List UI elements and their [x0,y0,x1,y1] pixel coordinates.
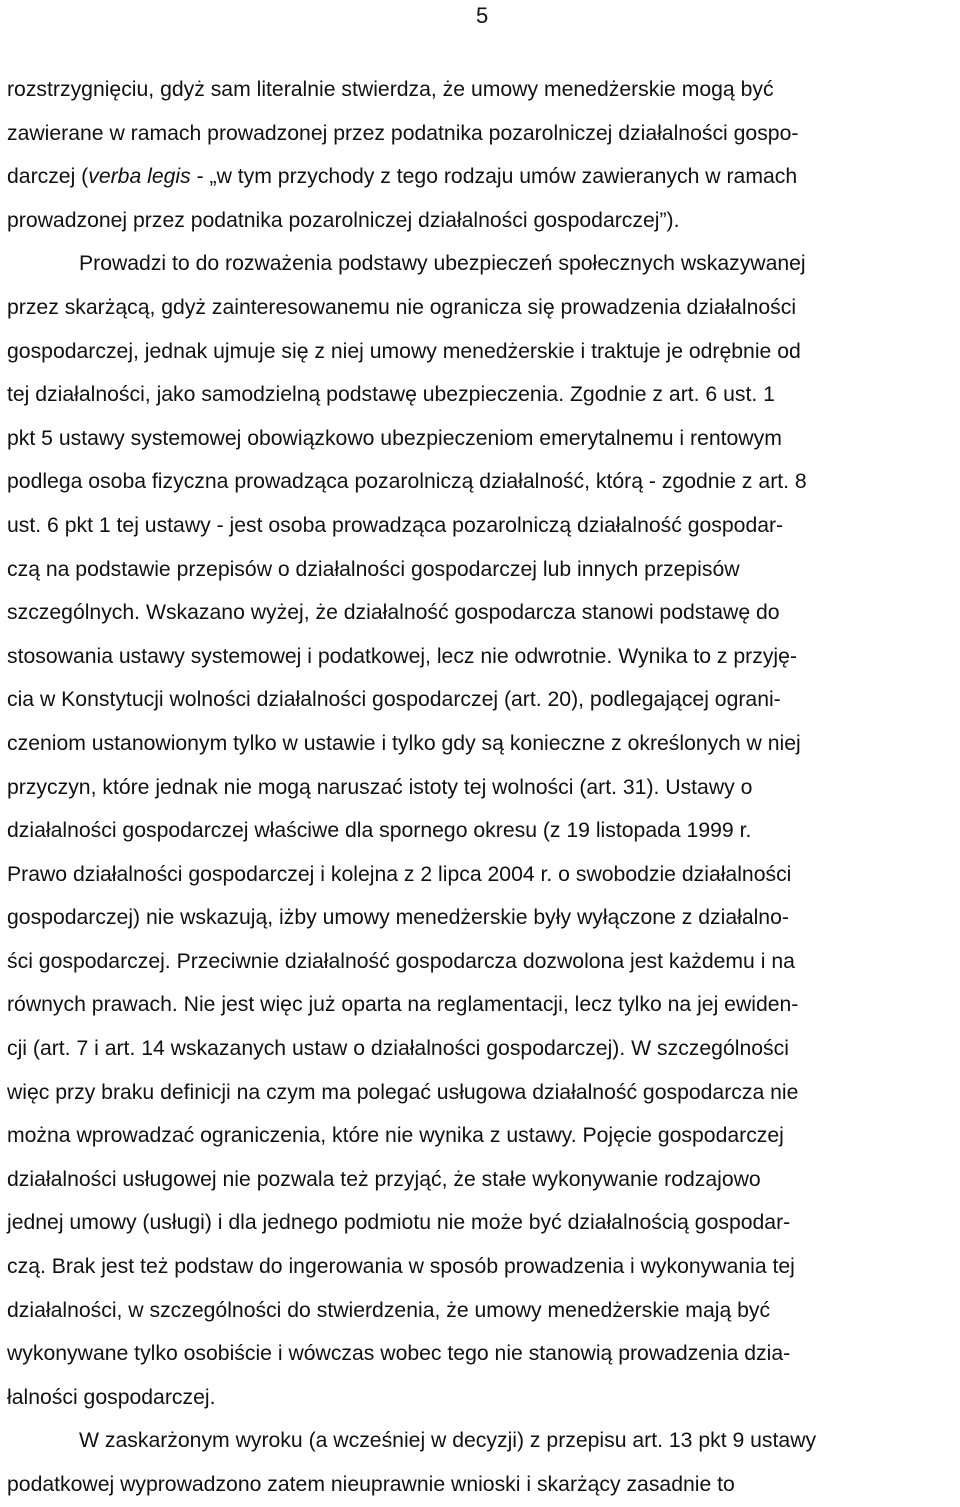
text-line: czą. Brak jest też podstaw do ingerowania w sposób prowadzenia i wykonywania tej [7,1255,795,1279]
document-body [7,68,953,1507]
text-line: przyczyn, które jednak nie mogą naruszać istoty tej wolności (art. 31). Ustawy o [7,775,753,799]
text-line: prowadzonej przez podatnika pozarolniczej działalności gospodarczej”). [7,208,680,232]
page-number: 5 [476,3,489,28]
text-line: wykonywane tylko osobiście i wówczas wobec tego nie stanowią prowadzenia dzia- [7,1342,791,1366]
text-line: łalności gospodarczej. [7,1385,216,1409]
text-line: można wprowadzać ograniczenia, które nie wynika z ustawy. Pojęcie gospodarczej [7,1124,784,1148]
text-line: rozstrzygnięciu, gdyż sam literalnie stwierdza, że umowy menedżerskie mogą być [7,78,774,101]
text-line: tej działalności, jako samodzielną podstawę ubezpieczenia. Zgodnie z art. 6 ust. 1 [7,383,775,407]
latin-phrase: verba legis [88,165,191,189]
text-line: czeniom ustanowionym tylko w ustawie i tylko gdy są konieczne z określonych w niej [7,731,801,755]
text-line: jednej umowy (usługi) i dla jednego podmiotu nie może być działalnością gospodar- [7,1211,791,1235]
text-line: podatkowej wyprowadzono zatem nieuprawnie wnioski i skarżący zasadnie to [7,1473,735,1496]
text-line: stosowania ustawy systemowej i podatkowej, lecz nie odwrotnie. Wynika to z przyję- [7,644,797,668]
text-line: więc przy braku definicji na czym ma polegać usługowa działalność gospodarcza nie [7,1080,799,1104]
text-line: przez skarżącą, gdyż zainteresowanemu nie ogranicza się prowadzenia działalności [7,295,797,319]
text-line: gospodarczej) nie wskazują, iżby umowy menedżerskie były wyłączone z działalno- [7,906,789,930]
text-line: gospodarczej, jednak ujmuje się z niej umowy menedżerskie i traktuje je odrębnie od [7,339,801,363]
text-line: zawierane w ramach prowadzonej przez podatnika pozarolniczej działalności gospo- [7,121,799,145]
text-line: cia w Konstytucji wolności działalności gospodarczej (art. 20), podlegającej ograni- [7,688,781,712]
text-line: działalności usługowej nie pozwala też przyjąć, że stałe wykonywanie rodzajowo [7,1167,761,1191]
text-line: działalności gospodarczej właściwe dla spornego okresu (z 19 listopada 1999 r. [7,819,752,843]
text-line: szczególnych. Wskazano wyżej, że działalność gospodarcza stanowi podstawę do [7,601,780,625]
paragraph-start-line: Prowadzi to do rozważenia podstawy ubezpieczeń społecznych wskazywanej [79,252,806,276]
text-line: ust. 6 pkt 1 tej ustawy - jest osoba prowadząca pozarolniczą działalność gospodar- [7,513,784,537]
text-line: czą na podstawie przepisów o działalności gospodarczej lub innych przepisów [7,557,740,581]
text-line: ści gospodarczej. Przeciwnie działalność gospodarcza dozwolona jest każdemu i na [7,949,795,973]
text-line [7,155,953,199]
text-line: cji (art. 7 i art. 14 wskazanych ustaw o działalności gospodarczej). W szczególności [7,1037,789,1061]
text-span: darczej ( [7,165,89,189]
text-line: równych prawach. Nie jest więc już oparta na reglamentacji, lecz tylko na jej ewiden- [7,993,799,1017]
text-line: podlega osoba fizyczna prowadząca pozarolniczą działalność, którą - zgodnie z art. 8 [7,470,807,494]
text-line: Prawo działalności gospodarczej i kolejna z 2 lipca 2004 r. o swobodzie działalności [7,862,792,886]
text-line: pkt 5 ustawy systemowej obowiązkowo ubezpieczeniom emerytalnemu i rentowym [7,426,782,450]
text-span: - „w tym przychody z tego rodzaju umów zawieranych w ramach [190,165,798,189]
paragraph-start-line: W zaskarżonym wyroku (a wcześniej w decyzji) z przepisu art. 13 pkt 9 ustawy [79,1429,817,1453]
text-line: działalności, w szczególności do stwierdzenia, że umowy menedżerskie mają być [7,1298,771,1322]
